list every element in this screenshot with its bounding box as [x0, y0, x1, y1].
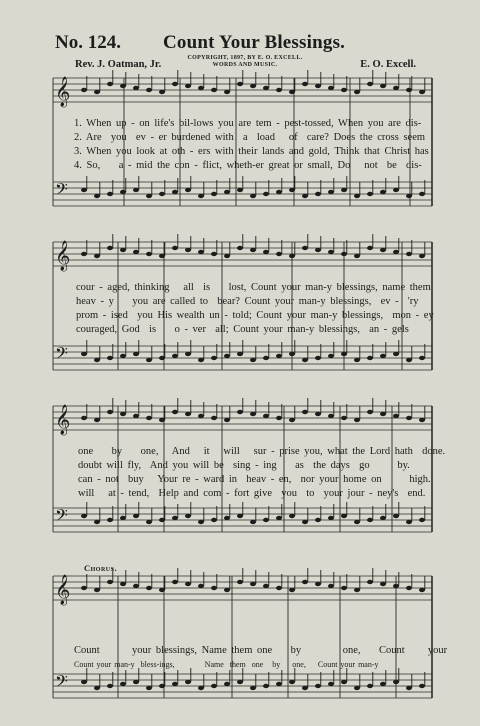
- treble-clef-icon: 𝄞: [55, 77, 71, 107]
- note-head: [185, 582, 191, 586]
- chorus-line: Count your blessings, Name them one by one, Count your: [74, 645, 448, 656]
- note-head: [367, 580, 373, 584]
- note-head: [198, 194, 204, 198]
- note-head: [393, 86, 399, 90]
- note-head: [198, 358, 204, 362]
- note-head: [224, 682, 230, 686]
- note-head: [263, 414, 269, 418]
- note-head: [276, 354, 282, 358]
- note-head: [406, 252, 412, 256]
- note-head: [146, 194, 152, 198]
- note-head: [81, 680, 87, 684]
- note-head: [159, 254, 165, 258]
- note-head: [263, 250, 269, 254]
- note-head: [406, 686, 412, 690]
- note-head: [224, 516, 230, 520]
- treble-clef-icon: 𝄞: [55, 405, 71, 435]
- note-head: [107, 410, 113, 414]
- note-head: [237, 680, 243, 684]
- note-head: [146, 520, 152, 524]
- note-head: [302, 194, 308, 198]
- note-head: [367, 410, 373, 414]
- verse-1-line: cour - aged, thinking all is lost, Count your man-y blessings, name them: [76, 282, 431, 293]
- note-head: [302, 686, 308, 690]
- note-head: [172, 580, 178, 584]
- note-head: [172, 410, 178, 414]
- note-head: [263, 518, 269, 522]
- note-head: [354, 358, 360, 362]
- hymn-number: No. 124.: [55, 32, 121, 53]
- note-head: [328, 86, 334, 90]
- note-head: [185, 248, 191, 252]
- note-head: [211, 416, 217, 420]
- note-head: [328, 190, 334, 194]
- note-head: [367, 518, 373, 522]
- note-head: [250, 412, 256, 416]
- verse-1-line: one by one, And it will sur - prise you, what the Lord hath done.: [78, 446, 446, 457]
- note-head: [237, 188, 243, 192]
- note-head: [354, 520, 360, 524]
- verse-3-line: can - not buy Your re - ward in heav - en, nor your home on high.: [78, 474, 431, 485]
- note-head: [315, 518, 321, 522]
- note-head: [315, 84, 321, 88]
- note-head: [224, 418, 230, 422]
- note-head: [367, 82, 373, 86]
- note-head: [328, 682, 334, 686]
- note-head: [419, 192, 425, 196]
- note-head: [159, 518, 165, 522]
- note-head: [380, 582, 386, 586]
- note-head: [94, 90, 100, 94]
- staff-lines: [53, 78, 432, 698]
- note-head: [133, 514, 139, 518]
- note-head: [107, 356, 113, 360]
- note-head: [406, 586, 412, 590]
- note-head: [406, 416, 412, 420]
- note-head: [289, 588, 295, 592]
- note-head: [107, 82, 113, 86]
- note-head: [159, 90, 165, 94]
- note-head: [341, 416, 347, 420]
- note-head: [380, 248, 386, 252]
- note-head: [419, 418, 425, 422]
- note-head: [263, 684, 269, 688]
- note-head: [172, 354, 178, 358]
- note-head: [328, 584, 334, 588]
- verse-4-line: 4. So, a - mid the con - flict, wheth-er great or small, Do not be dis-: [74, 160, 422, 171]
- note-head: [315, 582, 321, 586]
- note-head: [354, 194, 360, 198]
- note-head: [237, 246, 243, 250]
- note-head: [94, 520, 100, 524]
- note-head: [250, 520, 256, 524]
- note-head: [393, 584, 399, 588]
- note-head: [419, 90, 425, 94]
- hymn-title: Count Your Blessings.: [163, 32, 346, 53]
- note-head: [302, 580, 308, 584]
- note-head: [133, 584, 139, 588]
- chorus-label: Chorus.: [84, 563, 118, 573]
- note-head: [198, 584, 204, 588]
- note-head: [341, 252, 347, 256]
- note-head: [302, 410, 308, 414]
- verse-2-line: doubt will fly, And you will be sing - ing as the days go by.: [78, 460, 410, 471]
- note-head: [107, 684, 113, 688]
- note-head: [81, 252, 87, 256]
- note-head: [380, 682, 386, 686]
- note-head: [250, 686, 256, 690]
- note-head: [250, 248, 256, 252]
- note-head: [133, 680, 139, 684]
- note-head: [211, 192, 217, 196]
- note-head: [289, 418, 295, 422]
- note-head: [315, 192, 321, 196]
- note-head: [107, 246, 113, 250]
- note-head: [250, 84, 256, 88]
- note-head: [315, 412, 321, 416]
- note-head: [367, 192, 373, 196]
- note-head: [211, 518, 217, 522]
- note-head: [133, 414, 139, 418]
- note-head: [185, 514, 191, 518]
- note-head: [341, 586, 347, 590]
- note-head: [302, 520, 308, 524]
- note-head: [341, 514, 347, 518]
- note-head: [120, 190, 126, 194]
- note-head: [406, 520, 412, 524]
- note-head: [81, 352, 87, 356]
- note-head: [315, 356, 321, 360]
- note-head: [341, 88, 347, 92]
- note-head: [250, 194, 256, 198]
- note-head: [133, 188, 139, 192]
- note-head: [211, 356, 217, 360]
- verse-3-line: prom - ised you His wealth un - told; Count your man-y blessings, mon - ey: [76, 310, 434, 321]
- note-head: [198, 520, 204, 524]
- note-head: [172, 682, 178, 686]
- note-head: [393, 250, 399, 254]
- note-head: [276, 682, 282, 686]
- note-head: [354, 686, 360, 690]
- note-head: [341, 680, 347, 684]
- note-head: [276, 252, 282, 256]
- note-head: [159, 192, 165, 196]
- note-head: [380, 354, 386, 358]
- note-head: [328, 354, 334, 358]
- note-head: [250, 582, 256, 586]
- note-head: [276, 88, 282, 92]
- note-head: [172, 516, 178, 520]
- verse-2-line: heav - y you are called to bear? Count your man-y blessings, ev - 'ry: [76, 296, 419, 307]
- note-head: [341, 188, 347, 192]
- note-head: [289, 254, 295, 258]
- verse-3-line: 3. When you look at oth - ers with their lands and gold, Think that Christ has: [74, 146, 429, 157]
- copyright-line: COPYRIGHT, 1897, BY E. O. EXCELL.: [187, 55, 303, 61]
- note-head: [354, 588, 360, 592]
- note-head: [81, 188, 87, 192]
- note-head: [185, 84, 191, 88]
- note-head: [328, 516, 334, 520]
- composer-credit: E. O. Excell.: [360, 59, 416, 70]
- note-head: [146, 586, 152, 590]
- note-head: [237, 410, 243, 414]
- note-head: [120, 582, 126, 586]
- note-head: [406, 88, 412, 92]
- note-head: [367, 356, 373, 360]
- note-head: [367, 246, 373, 250]
- note-head: [224, 90, 230, 94]
- note-head: [393, 352, 399, 356]
- note-head: [367, 684, 373, 688]
- note-head: [224, 190, 230, 194]
- note-head: [120, 412, 126, 416]
- note-head: [393, 514, 399, 518]
- note-head: [146, 358, 152, 362]
- treble-clef-icon: 𝄞: [55, 575, 71, 605]
- note-head: [302, 246, 308, 250]
- note-head: [120, 516, 126, 520]
- note-head: [276, 586, 282, 590]
- note-head: [289, 188, 295, 192]
- note-head: [224, 354, 230, 358]
- note-head: [107, 580, 113, 584]
- note-head: [315, 248, 321, 252]
- note-head: [419, 518, 425, 522]
- note-head: [133, 352, 139, 356]
- note-head: [81, 586, 87, 590]
- note-head: [328, 250, 334, 254]
- note-head: [146, 252, 152, 256]
- note-head: [393, 680, 399, 684]
- note-head: [406, 358, 412, 362]
- note-head: [172, 190, 178, 194]
- note-head: [250, 358, 256, 362]
- note-head: [185, 188, 191, 192]
- verse-1-line: 1. When up - on life's bil-lows you are tem - pest-tossed, When you are dis-: [74, 118, 422, 129]
- bass-clef-icon: 𝄢: [55, 179, 68, 203]
- note-head: [185, 352, 191, 356]
- note-head: [406, 194, 412, 198]
- note-head: [289, 680, 295, 684]
- note-head: [133, 86, 139, 90]
- copyright-line: WORDS AND MUSIC.: [212, 62, 278, 68]
- note-head: [81, 514, 87, 518]
- note-head: [107, 518, 113, 522]
- note-head: [263, 584, 269, 588]
- note-head: [146, 686, 152, 690]
- note-head: [172, 246, 178, 250]
- note-head: [94, 254, 100, 258]
- note-head: [211, 252, 217, 256]
- note-head: [289, 514, 295, 518]
- note-head: [211, 88, 217, 92]
- treble-clef-icon: 𝄞: [55, 241, 71, 271]
- note-head: [380, 516, 386, 520]
- note-head: [146, 416, 152, 420]
- note-head: [419, 684, 425, 688]
- note-head: [380, 190, 386, 194]
- note-head: [94, 194, 100, 198]
- note-head: [276, 416, 282, 420]
- note-head: [263, 86, 269, 90]
- note-head: [211, 684, 217, 688]
- note-head: [146, 88, 152, 92]
- note-head: [341, 352, 347, 356]
- verse-4-line: will at - tend, Help and com - fort give you to your jour - ney's end.: [78, 488, 426, 499]
- note-head: [237, 352, 243, 356]
- note-head: [120, 248, 126, 252]
- bass-clef-icon: 𝄢: [55, 505, 68, 529]
- note-head: [185, 680, 191, 684]
- note-head: [94, 686, 100, 690]
- note-head: [94, 358, 100, 362]
- verse-4-line: couraged, God is o - ver all; Count your man-y blessings, an - gels: [76, 324, 409, 335]
- note-head: [419, 588, 425, 592]
- note-head: [159, 418, 165, 422]
- note-head: [172, 82, 178, 86]
- note-head: [380, 412, 386, 416]
- note-head: [302, 82, 308, 86]
- note-head: [224, 254, 230, 258]
- note-head: [81, 88, 87, 92]
- note-head: [354, 90, 360, 94]
- note-head: [419, 356, 425, 360]
- note-head: [159, 356, 165, 360]
- note-head: [237, 514, 243, 518]
- note-head: [120, 682, 126, 686]
- note-head: [198, 250, 204, 254]
- note-head: [315, 684, 321, 688]
- note-head: [380, 84, 386, 88]
- note-head: [107, 192, 113, 196]
- note-head: [263, 192, 269, 196]
- note-head: [120, 354, 126, 358]
- note-head: [211, 586, 217, 590]
- note-head: [302, 358, 308, 362]
- note-head: [198, 86, 204, 90]
- note-head: [419, 254, 425, 258]
- chorus-echo-line: Count your man-y bless-ings, Name them one by one, Count your man-y: [74, 660, 379, 669]
- verse-2-line: 2. Are you ev - er burdened with a load of care? Does the cross seem: [74, 132, 426, 143]
- note-head: [133, 250, 139, 254]
- note-head: [237, 82, 243, 86]
- note-head: [263, 356, 269, 360]
- note-head: [393, 414, 399, 418]
- bass-clef-icon: 𝄢: [55, 671, 68, 695]
- note-head: [94, 418, 100, 422]
- note-head: [198, 686, 204, 690]
- note-head: [185, 412, 191, 416]
- note-head: [198, 414, 204, 418]
- note-head: [354, 418, 360, 422]
- note-head: [393, 188, 399, 192]
- note-head: [237, 580, 243, 584]
- note-head: [354, 254, 360, 258]
- note-head: [289, 352, 295, 356]
- note-head: [159, 684, 165, 688]
- note-head: [276, 190, 282, 194]
- note-head: [94, 588, 100, 592]
- note-head: [81, 416, 87, 420]
- note-head: [224, 588, 230, 592]
- note-head: [289, 90, 295, 94]
- note-head: [159, 588, 165, 592]
- note-head: [120, 84, 126, 88]
- lyricist-credit: Rev. J. Oatman, Jr.: [75, 59, 162, 70]
- note-head: [276, 516, 282, 520]
- note-head: [328, 414, 334, 418]
- bass-clef-icon: 𝄢: [55, 343, 68, 367]
